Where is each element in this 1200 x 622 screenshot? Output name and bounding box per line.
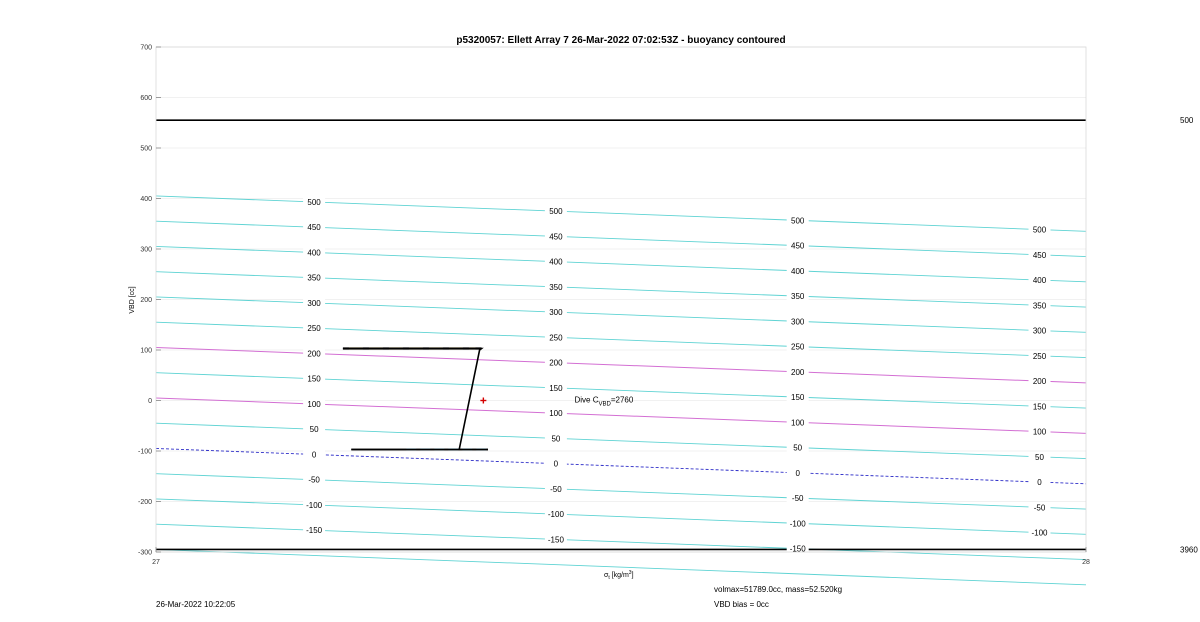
contour-label: 150 [307,374,321,384]
contour-label: 300 [791,317,805,327]
contour-label: -100 [1031,528,1048,538]
contour-label: 450 [791,241,805,251]
contour-label: 250 [791,342,805,352]
x-axis-label-sub: t [608,575,610,581]
dive-annotation-label: Dive C [574,395,599,405]
contour-label: -150 [306,526,323,536]
x-tick-label: 27 [152,559,160,566]
contour-label: 400 [1032,276,1047,286]
y-tick-label: 400 [140,196,152,203]
contour-label: 500 [549,207,563,217]
contour-label: -100 [789,519,806,529]
contour-line [156,196,1086,231]
x-axis-label-unit: [kg/m [609,572,629,579]
contour-label: -100 [547,510,564,520]
contour-label: 50 [793,443,803,453]
dive-annotation-value: =2760 [610,395,634,405]
contour-labels [303,197,1050,554]
contour-label: 200 [549,358,563,368]
contour-line [156,246,1086,281]
y-tick-label: 300 [140,246,152,254]
contour-label: 500 [307,197,321,207]
contour-label: 350 [791,292,805,302]
x-axis-label-close: ] [631,572,634,579]
contour-label: 0 [795,468,800,478]
contour-line [156,474,1086,509]
contour-label: 50 [309,425,319,435]
contour-label: -50 [1033,503,1046,513]
right-axis-label: 500 [1180,116,1194,126]
chart-title: p5320057: Ellett Array 7 26-Mar-2022 07:02:53Z - buoyancy contoured [456,35,786,46]
contour-label: 250 [1032,351,1047,361]
contour-label: 250 [549,333,563,343]
contour-line [156,423,1086,458]
contour-label: 200 [1032,377,1047,387]
contour-label: 350 [549,282,563,292]
contour-label: 300 [307,298,321,308]
contour-label: 500 [791,216,805,226]
footer-stats: volmax=51789.0cc, mass=52.520kg [714,585,843,594]
contour-label: 0 [1037,478,1042,488]
y-tick-label: 100 [140,347,152,355]
footer-bias: VBD bias = 0cc [714,600,769,609]
contour-label: 50 [551,434,561,444]
y-tick-label: 700 [140,44,152,52]
dive-trace [343,348,488,449]
contour-line [156,549,1086,584]
contour-label: 150 [1032,402,1047,412]
dive-annotation-sub: VBD [598,401,611,408]
contour-label: 0 [553,459,559,469]
contour-label: 100 [791,418,805,428]
contour-label: 350 [1032,301,1047,311]
contour-label: 200 [307,349,321,359]
contour-label: 100 [1032,427,1047,437]
contour-label: -50 [308,475,320,485]
contour-line [156,499,1086,534]
dive-path [343,349,488,450]
contour-label: 500 [1032,225,1047,235]
y-tick-label: 600 [140,95,152,102]
contour-label: 450 [549,232,563,242]
contour-line [156,272,1086,307]
contour-label: 400 [791,266,805,276]
x-axis-label-unit-sup: 3 [628,570,632,576]
contour-line [156,221,1086,256]
contour-line [156,297,1086,332]
contour-label: -50 [791,494,804,504]
contour-label: 250 [307,324,321,334]
contour-label: 350 [307,273,321,283]
x-axis-label-symbol: σ [604,572,609,579]
contour-label: 300 [1032,326,1047,336]
contour-label: 100 [307,399,321,409]
dive-annotation [575,396,634,408]
contour-label: 450 [307,223,321,233]
contour-line [156,322,1086,357]
contour-label: -150 [547,535,564,545]
contour-label: 100 [549,409,563,419]
contour-label: 0 [311,450,317,460]
contour-label: 400 [549,257,563,267]
contour-lines [156,196,1086,585]
contour-label: 450 [1032,250,1047,260]
axes [138,45,1090,567]
contour-label: 150 [791,393,805,403]
right-axis-label: 3960 [1180,545,1198,555]
grid-lines [156,47,1086,552]
footer-date: 26-Mar-2022 10:22:05 [156,600,236,609]
contour-label: -150 [789,544,806,554]
y-tick-label: -300 [137,549,152,557]
y-axis-label: VBD [cc] [129,286,136,314]
contour-label: 300 [549,308,563,318]
y-tick-label: 0 [148,398,152,405]
contour-label: 400 [307,248,321,258]
contour-label: 50 [1035,452,1044,462]
y-tick-label: 200 [140,297,152,304]
contour-label: 150 [549,383,563,393]
contour-label: -50 [550,484,562,494]
y-tick-label: 500 [140,145,152,153]
contour-label: -100 [306,500,323,510]
contour-line [156,524,1086,559]
contour-line [156,347,1086,382]
x-axis-label [604,570,634,581]
contour-line [156,448,1086,483]
y-tick-label: -200 [137,499,152,506]
y-tick-label: -100 [137,448,152,456]
contour-label: 200 [791,367,805,377]
x-tick-label: 28 [1082,559,1090,566]
